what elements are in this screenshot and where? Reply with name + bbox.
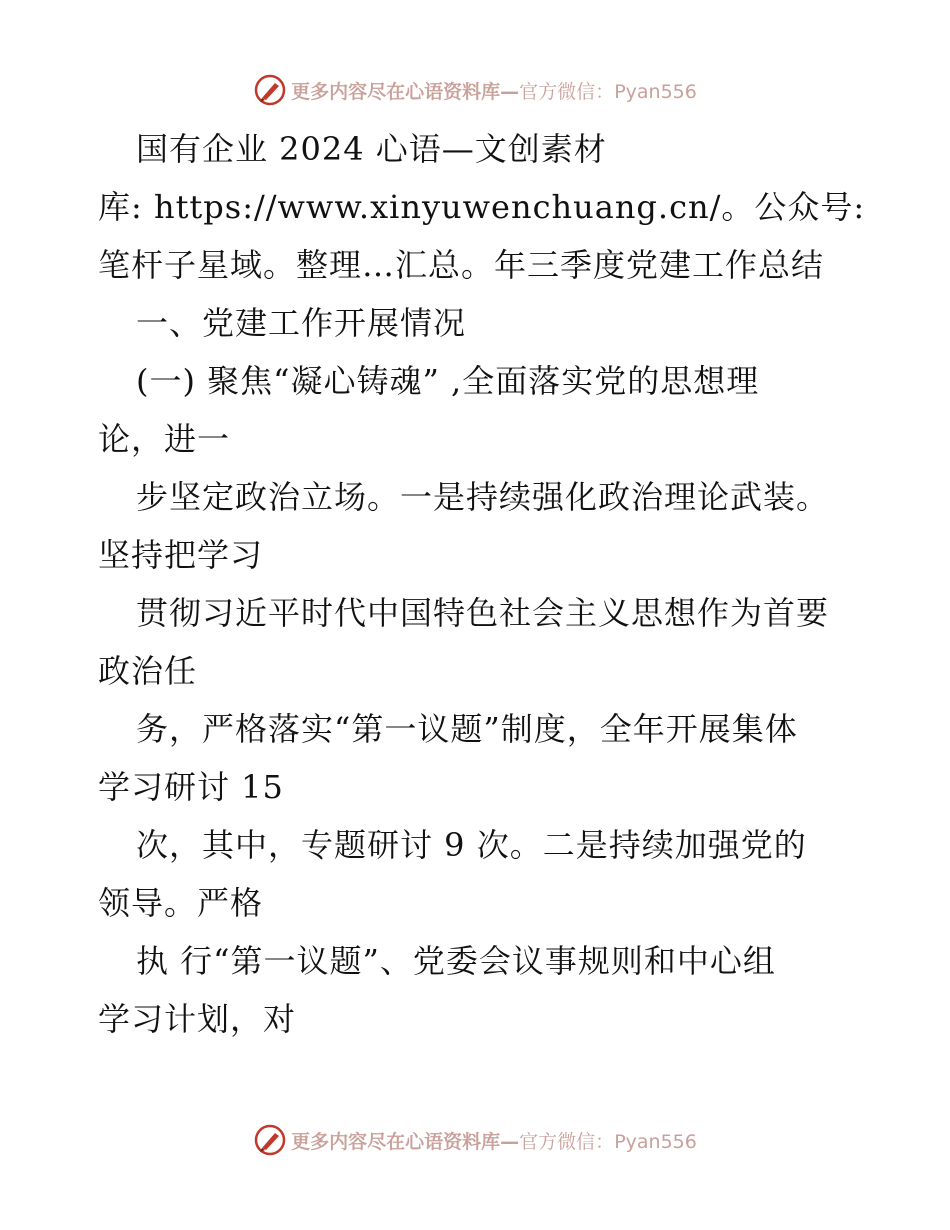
watermark-banner-bottom bbox=[0, 1120, 950, 1160]
text-line: 国有企业 2024 心语—文创素材 bbox=[136, 130, 607, 168]
pen-logo-icon bbox=[253, 1123, 287, 1157]
section-heading: 一、党建工作开展情况 bbox=[136, 304, 467, 342]
text-line: 次，其中，专题研讨 9 次。二是持续加强党的 bbox=[136, 826, 807, 864]
text-line: 务，严格落实“第一议题”制度，全年开展集体 bbox=[136, 710, 798, 748]
watermark-text: 更多内容尽在心语资料库—官方微信：Pyan556 bbox=[291, 1130, 697, 1153]
text-line: 坚持把学习 bbox=[98, 536, 264, 574]
text-line: 论，进一 bbox=[98, 420, 231, 458]
text-line: 步坚定政治立场。一是持续强化政治理论武装。 bbox=[136, 478, 830, 516]
text-line: 贯彻习近平时代中国特色社会主义思想作为首要 bbox=[136, 594, 830, 632]
pen-logo-icon bbox=[253, 73, 287, 107]
text-line: 学习计划，对 bbox=[98, 1000, 297, 1038]
watermark-text: 更多内容尽在心语资料库—官方微信：Pyan556 bbox=[291, 80, 697, 103]
subsection-heading: (一) 聚焦“凝心铸魂” ,全面落实党的思想理 bbox=[136, 362, 760, 400]
text-line: 执 行“第一议题”、党委会议事规则和中心组 bbox=[136, 942, 776, 980]
document-body bbox=[98, 120, 866, 1048]
text-line: 库: https://www.xinyuwenchuang.cn/。公众号: bbox=[98, 188, 866, 226]
text-line: 领导。严格 bbox=[98, 884, 264, 922]
text-line: 政治任 bbox=[98, 652, 198, 690]
watermark-banner-top bbox=[0, 70, 950, 110]
text-line: 笔杆子星域。整理…汇总。年三季度党建工作总结 bbox=[98, 246, 825, 284]
text-line: 学习研讨 15 bbox=[98, 768, 284, 806]
